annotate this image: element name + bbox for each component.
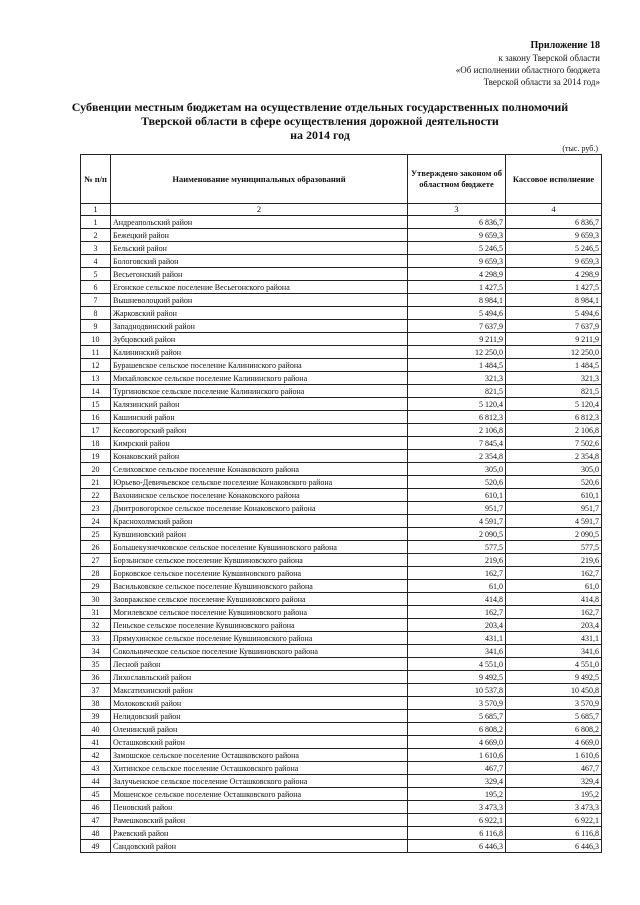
executed-amount: 467,7 — [506, 762, 602, 775]
row-number: 30 — [81, 593, 111, 606]
row-number: 1 — [81, 216, 111, 229]
subvention-table — [80, 154, 602, 853]
table-header-row — [81, 155, 602, 204]
approved-amount: 951,7 — [408, 502, 506, 515]
executed-amount: 61,0 — [506, 580, 602, 593]
municipality-name: Могилевское сельское поселение Кувшиновского района — [111, 606, 408, 619]
executed-amount: 321,3 — [506, 372, 602, 385]
row-number: 49 — [81, 840, 111, 853]
row-number: 5 — [81, 268, 111, 281]
municipality-name: Кимрский район — [111, 437, 408, 450]
executed-amount: 951,7 — [506, 502, 602, 515]
row-number: 44 — [81, 775, 111, 788]
table-row — [81, 255, 602, 268]
municipality-name: Дмитровогорское сельское поселение Конаковского района — [111, 502, 408, 515]
municipality-name: Селиховское сельское поселение Конаковского района — [111, 463, 408, 476]
municipality-name: Рамешковский район — [111, 814, 408, 827]
table-row — [81, 502, 602, 515]
municipality-name: Бельский район — [111, 242, 408, 255]
table-row — [81, 671, 602, 684]
table-row — [81, 424, 602, 437]
approved-amount: 4 551,0 — [408, 658, 506, 671]
executed-amount: 9 211,9 — [506, 333, 602, 346]
row-number: 37 — [81, 684, 111, 697]
approved-amount: 9 659,3 — [408, 255, 506, 268]
table-row — [81, 762, 602, 775]
appendix-title: Приложение 18 — [530, 40, 600, 51]
municipality-name: Нелидовский район — [111, 710, 408, 723]
table-row — [81, 788, 602, 801]
table-row — [81, 749, 602, 762]
executed-amount: 4 669,0 — [506, 736, 602, 749]
municipality-name: Пеньское сельское поселение Кувшиновского района — [111, 619, 408, 632]
executed-amount: 1 610,6 — [506, 749, 602, 762]
table-row — [81, 281, 602, 294]
table-row — [81, 632, 602, 645]
approved-amount: 7 845,4 — [408, 437, 506, 450]
approved-amount: 577,5 — [408, 541, 506, 554]
table-row — [81, 580, 602, 593]
row-number: 10 — [81, 333, 111, 346]
table-row — [81, 723, 602, 736]
approved-amount: 467,7 — [408, 762, 506, 775]
row-number: 3 — [81, 242, 111, 255]
table-row — [81, 268, 602, 281]
row-number: 16 — [81, 411, 111, 424]
approved-amount: 321,3 — [408, 372, 506, 385]
row-number: 19 — [81, 450, 111, 463]
approved-amount: 162,7 — [408, 567, 506, 580]
executed-amount: 5 685,7 — [506, 710, 602, 723]
row-number: 41 — [81, 736, 111, 749]
row-number: 32 — [81, 619, 111, 632]
approved-amount: 203,4 — [408, 619, 506, 632]
column-number-row — [81, 204, 602, 216]
approved-amount: 7 637,9 — [408, 320, 506, 333]
approved-amount: 821,5 — [408, 385, 506, 398]
executed-amount: 5 246,5 — [506, 242, 602, 255]
row-number: 20 — [81, 463, 111, 476]
table-row — [81, 307, 602, 320]
municipality-name: Калининский район — [111, 346, 408, 359]
executed-amount: 12 250,0 — [506, 346, 602, 359]
approved-amount: 610,1 — [408, 489, 506, 502]
row-number: 4 — [81, 255, 111, 268]
municipality-name: Большекузнечковское сельское поселение Кувшиновского района — [111, 541, 408, 554]
row-number: 14 — [81, 385, 111, 398]
approved-amount: 8 984,1 — [408, 294, 506, 307]
municipality-name: Кувшиновский район — [111, 528, 408, 541]
executed-amount: 6 116,8 — [506, 827, 602, 840]
executed-amount: 162,7 — [506, 606, 602, 619]
row-number: 33 — [81, 632, 111, 645]
table-row — [81, 684, 602, 697]
approved-amount: 9 659,3 — [408, 229, 506, 242]
row-number: 45 — [81, 788, 111, 801]
approved-amount: 162,7 — [408, 606, 506, 619]
approved-amount: 9 492,5 — [408, 671, 506, 684]
row-number: 28 — [81, 567, 111, 580]
table-row — [81, 489, 602, 502]
title-line-1: Субвенции местным бюджетам на осуществление отдельных государственных полномочий — [71, 100, 569, 114]
executed-amount: 305,0 — [506, 463, 602, 476]
executed-amount: 9 492,5 — [506, 671, 602, 684]
table-row — [81, 216, 602, 229]
executed-amount: 2 106,8 — [506, 424, 602, 437]
executed-amount: 6 446,3 — [506, 840, 602, 853]
executed-amount: 6 812,3 — [506, 411, 602, 424]
executed-amount: 6 922,1 — [506, 814, 602, 827]
table-row — [81, 372, 602, 385]
executed-amount: 7 502,6 — [506, 437, 602, 450]
municipality-name: Юрьево-Девичьевское сельское поселение Конаковского района — [111, 476, 408, 489]
table-row — [81, 606, 602, 619]
table-row — [81, 697, 602, 710]
approved-amount: 414,8 — [408, 593, 506, 606]
municipality-name: Максатихинский район — [111, 684, 408, 697]
header-num: № п/п — [81, 155, 111, 204]
executed-amount: 3 473,3 — [506, 801, 602, 814]
row-number: 46 — [81, 801, 111, 814]
municipality-name: Залучьенское сельское поселение Осташковского района — [111, 775, 408, 788]
table-row — [81, 450, 602, 463]
municipality-name: Молоковский район — [111, 697, 408, 710]
table-row — [81, 814, 602, 827]
appendix-line-2: «Об исполнении областного бюджета — [455, 65, 600, 75]
approved-amount: 6 808,2 — [408, 723, 506, 736]
municipality-name: Замошское сельское поселение Осташковского района — [111, 749, 408, 762]
executed-amount: 6 808,2 — [506, 723, 602, 736]
approved-amount: 341,6 — [408, 645, 506, 658]
approved-amount: 9 211,9 — [408, 333, 506, 346]
row-number: 47 — [81, 814, 111, 827]
row-number: 17 — [81, 424, 111, 437]
approved-amount: 61,0 — [408, 580, 506, 593]
municipality-name: Васильковское сельское поселение Кувшиновского района — [111, 580, 408, 593]
municipality-name: Пеновский район — [111, 801, 408, 814]
approved-amount: 6 812,3 — [408, 411, 506, 424]
table-row — [81, 294, 602, 307]
municipality-name: Сокольническое сельское поселение Кувшиновского района — [111, 645, 408, 658]
municipality-name: Конаковский район — [111, 450, 408, 463]
municipality-name: Калязинский район — [111, 398, 408, 411]
table-row — [81, 346, 602, 359]
municipality-name: Андреапольский район — [111, 216, 408, 229]
approved-amount: 5 246,5 — [408, 242, 506, 255]
executed-amount: 8 984,1 — [506, 294, 602, 307]
approved-amount: 6 836,7 — [408, 216, 506, 229]
municipality-name: Бурашевское сельское поселение Калининского района — [111, 359, 408, 372]
executed-amount: 821,5 — [506, 385, 602, 398]
executed-amount: 219,6 — [506, 554, 602, 567]
row-number: 7 — [81, 294, 111, 307]
executed-amount: 6 836,7 — [506, 216, 602, 229]
approved-amount: 6 446,3 — [408, 840, 506, 853]
approved-amount: 219,6 — [408, 554, 506, 567]
row-number: 38 — [81, 697, 111, 710]
table-row — [81, 645, 602, 658]
title-line-3: на 2014 год — [290, 128, 350, 142]
executed-amount: 4 551,0 — [506, 658, 602, 671]
approved-amount: 1 610,6 — [408, 749, 506, 762]
approved-amount: 305,0 — [408, 463, 506, 476]
header-executed: Кассовое исполнение — [506, 155, 602, 204]
municipality-name: Борзынское сельское поселение Кувшиновского района — [111, 554, 408, 567]
executed-amount: 1 484,5 — [506, 359, 602, 372]
row-number: 43 — [81, 762, 111, 775]
row-number: 18 — [81, 437, 111, 450]
executed-amount: 4 591,7 — [506, 515, 602, 528]
approved-amount: 6 922,1 — [408, 814, 506, 827]
row-number: 36 — [81, 671, 111, 684]
executed-amount: 2 354,8 — [506, 450, 602, 463]
executed-amount: 7 637,9 — [506, 320, 602, 333]
municipality-name: Мошенское сельское поселение Осташковского района — [111, 788, 408, 801]
executed-amount: 9 659,3 — [506, 229, 602, 242]
header-name: Наименование муниципальных образований — [111, 155, 408, 204]
executed-amount: 341,6 — [506, 645, 602, 658]
row-number: 15 — [81, 398, 111, 411]
approved-amount: 2 090,5 — [408, 528, 506, 541]
municipality-name: Лихославльский район — [111, 671, 408, 684]
approved-amount: 4 298,9 — [408, 268, 506, 281]
table-row — [81, 827, 602, 840]
executed-amount: 5 120,4 — [506, 398, 602, 411]
municipality-name: Хитинское сельское поселение Осташковского района — [111, 762, 408, 775]
row-number: 11 — [81, 346, 111, 359]
executed-amount: 4 298,9 — [506, 268, 602, 281]
municipality-name: Ржевский район — [111, 827, 408, 840]
municipality-name: Михайловское сельское поселение Калининского района — [111, 372, 408, 385]
row-number: 35 — [81, 658, 111, 671]
executed-amount: 1 427,5 — [506, 281, 602, 294]
col-number: 4 — [506, 204, 602, 216]
appendix-line-1: к закону Тверской области — [498, 53, 600, 63]
row-number: 8 — [81, 307, 111, 320]
approved-amount: 6 116,8 — [408, 827, 506, 840]
municipality-name: Кашинский район — [111, 411, 408, 424]
table-row — [81, 411, 602, 424]
table-row — [81, 541, 602, 554]
municipality-name: Оленинский район — [111, 723, 408, 736]
approved-amount: 10 537,8 — [408, 684, 506, 697]
table-row — [81, 567, 602, 580]
table-row — [81, 385, 602, 398]
executed-amount: 610,1 — [506, 489, 602, 502]
approved-amount: 329,4 — [408, 775, 506, 788]
table-row — [81, 476, 602, 489]
approved-amount: 2 354,8 — [408, 450, 506, 463]
approved-amount: 4 591,7 — [408, 515, 506, 528]
title-line-2: Тверской области в сфере осуществления дорожной деятельности — [141, 114, 499, 128]
municipality-name: Егонское сельское поселение Весьегонского района — [111, 281, 408, 294]
row-number: 39 — [81, 710, 111, 723]
executed-amount: 431,1 — [506, 632, 602, 645]
row-number: 31 — [81, 606, 111, 619]
table-row — [81, 333, 602, 346]
row-number: 13 — [81, 372, 111, 385]
col-number: 1 — [81, 204, 111, 216]
table-row — [81, 359, 602, 372]
table-row — [81, 554, 602, 567]
row-number: 25 — [81, 528, 111, 541]
executed-amount: 329,4 — [506, 775, 602, 788]
municipality-name: Бежецкий район — [111, 229, 408, 242]
table-row — [81, 658, 602, 671]
appendix-line-3: Тверской области за 2014 год» — [483, 77, 600, 87]
table-body — [81, 216, 602, 853]
table-row — [81, 593, 602, 606]
municipality-name: Вахонинское сельское поселение Конаковского района — [111, 489, 408, 502]
approved-amount: 1 427,5 — [408, 281, 506, 294]
executed-amount: 162,7 — [506, 567, 602, 580]
executed-amount: 577,5 — [506, 541, 602, 554]
executed-amount: 195,2 — [506, 788, 602, 801]
document-title — [40, 100, 600, 142]
municipality-name: Борковское сельское поселение Кувшиновского района — [111, 567, 408, 580]
table-row — [81, 801, 602, 814]
table-row — [81, 619, 602, 632]
row-number: 26 — [81, 541, 111, 554]
table-row — [81, 242, 602, 255]
row-number: 27 — [81, 554, 111, 567]
approved-amount: 3 473,3 — [408, 801, 506, 814]
col-number: 2 — [111, 204, 408, 216]
approved-amount: 431,1 — [408, 632, 506, 645]
executed-amount: 520,6 — [506, 476, 602, 489]
appendix-header — [340, 40, 600, 88]
executed-amount: 2 090,5 — [506, 528, 602, 541]
row-number: 22 — [81, 489, 111, 502]
row-number: 29 — [81, 580, 111, 593]
approved-amount: 3 570,9 — [408, 697, 506, 710]
row-number: 9 — [81, 320, 111, 333]
municipality-name: Лесной район — [111, 658, 408, 671]
table-row — [81, 320, 602, 333]
municipality-name: Жарковский район — [111, 307, 408, 320]
row-number: 12 — [81, 359, 111, 372]
approved-amount: 5 685,7 — [408, 710, 506, 723]
row-number: 23 — [81, 502, 111, 515]
table-row — [81, 710, 602, 723]
approved-amount: 5 120,4 — [408, 398, 506, 411]
municipality-name: Вышневолоцкий район — [111, 294, 408, 307]
table-row — [81, 775, 602, 788]
row-number: 40 — [81, 723, 111, 736]
row-number: 34 — [81, 645, 111, 658]
col-number: 3 — [408, 204, 506, 216]
executed-amount: 9 659,3 — [506, 255, 602, 268]
approved-amount: 5 494,6 — [408, 307, 506, 320]
table-row — [81, 437, 602, 450]
municipality-name: Кесовогорский район — [111, 424, 408, 437]
approved-amount: 1 484,5 — [408, 359, 506, 372]
municipality-name: Весьегонский район — [111, 268, 408, 281]
units-label: (тыс. руб.) — [562, 144, 598, 153]
row-number: 24 — [81, 515, 111, 528]
table-row — [81, 840, 602, 853]
row-number: 2 — [81, 229, 111, 242]
municipality-name: Западнодвинский район — [111, 320, 408, 333]
executed-amount: 10 450,8 — [506, 684, 602, 697]
row-number: 42 — [81, 749, 111, 762]
approved-amount: 195,2 — [408, 788, 506, 801]
municipality-name: Прямухинское сельское поселение Кувшиновского района — [111, 632, 408, 645]
table-row — [81, 463, 602, 476]
municipality-name: Тургиновское сельское поселение Калининского района — [111, 385, 408, 398]
approved-amount: 2 106,8 — [408, 424, 506, 437]
approved-amount: 12 250,0 — [408, 346, 506, 359]
municipality-name: Зубцовский район — [111, 333, 408, 346]
row-number: 6 — [81, 281, 111, 294]
executed-amount: 5 494,6 — [506, 307, 602, 320]
table-row — [81, 528, 602, 541]
table-row — [81, 229, 602, 242]
approved-amount: 520,6 — [408, 476, 506, 489]
executed-amount: 3 570,9 — [506, 697, 602, 710]
row-number: 48 — [81, 827, 111, 840]
municipality-name: Бологовский район — [111, 255, 408, 268]
municipality-name: Сандовский район — [111, 840, 408, 853]
row-number: 21 — [81, 476, 111, 489]
table-row — [81, 398, 602, 411]
approved-amount: 4 669,0 — [408, 736, 506, 749]
executed-amount: 203,4 — [506, 619, 602, 632]
municipality-name: Заовражское сельское поселение Кувшиновского района — [111, 593, 408, 606]
table-row — [81, 736, 602, 749]
municipality-name: Краснохолмский район — [111, 515, 408, 528]
header-approved: Утверждено законом об областном бюджете — [408, 155, 506, 204]
municipality-name: Осташковский район — [111, 736, 408, 749]
executed-amount: 414,8 — [506, 593, 602, 606]
table-row — [81, 515, 602, 528]
